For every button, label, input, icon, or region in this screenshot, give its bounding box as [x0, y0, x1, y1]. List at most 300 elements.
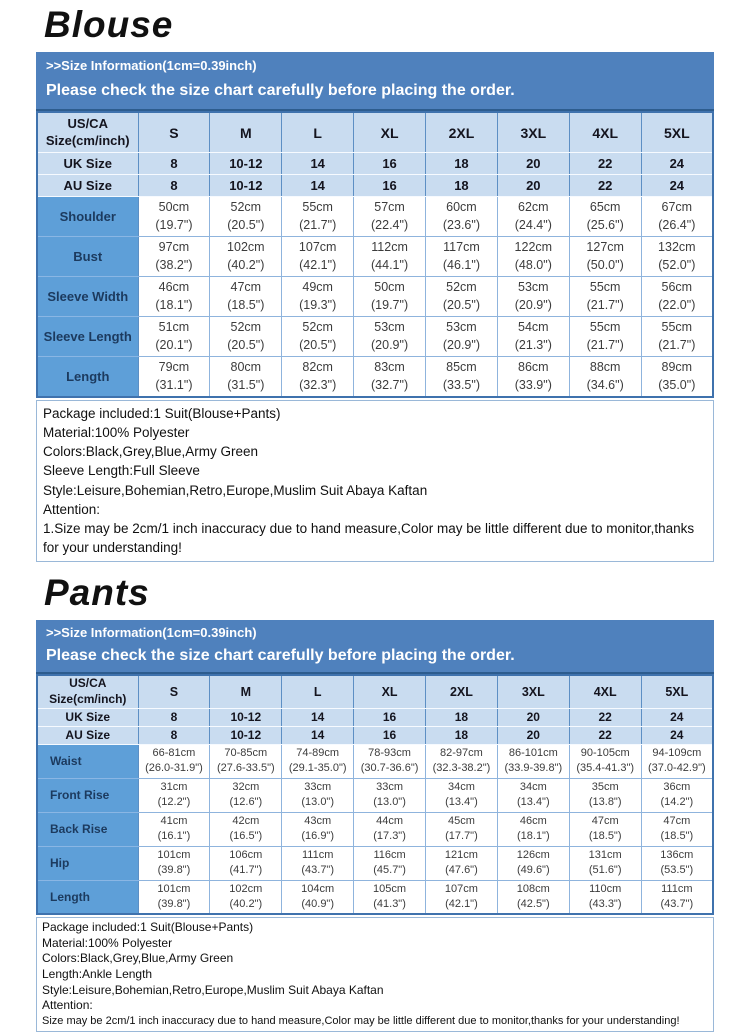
value-inch: (20.1")	[155, 337, 193, 352]
uk-size-value: 8	[138, 708, 210, 726]
value-cm: 52cm	[230, 320, 262, 335]
value-inch: (19.7")	[371, 297, 409, 312]
pants-size-table	[36, 674, 714, 915]
value-cm: 32cm	[232, 781, 260, 794]
value-cm: 47cm	[663, 815, 691, 828]
measurement-value-cell	[569, 277, 641, 317]
measurement-value-cell	[210, 846, 282, 880]
value-cm: 79cm	[158, 360, 190, 375]
measurement-row	[37, 237, 713, 277]
measurement-value-cell	[641, 237, 713, 277]
value-cm: 105cm	[373, 883, 407, 896]
measurement-label: Length	[37, 357, 138, 397]
uk-size-value: 16	[354, 153, 426, 175]
value-cm: 36cm	[663, 781, 691, 794]
value-inch: (33.9")	[514, 377, 552, 392]
blouse-size-table	[36, 111, 714, 398]
value-inch: (37.0-42.9")	[647, 762, 706, 775]
value-cm: 80cm	[230, 360, 262, 375]
measurement-value-cell	[641, 880, 713, 914]
value-cm: 53cm	[518, 280, 549, 295]
au-size-value: 20	[497, 175, 569, 197]
measurement-row	[37, 277, 713, 317]
measurement-row	[37, 846, 713, 880]
measurement-value-cell	[497, 277, 569, 317]
value-cm: 44cm	[376, 815, 404, 828]
value-cm: 94-109cm	[652, 747, 702, 760]
value-inch: (23.6")	[442, 217, 480, 232]
value-cm: 45cm	[447, 815, 475, 828]
value-inch: (38.2")	[155, 257, 193, 272]
value-cm: 50cm	[374, 280, 405, 295]
value-inch: (20.5")	[227, 337, 265, 352]
au-size-value: 14	[282, 726, 354, 744]
measurement-value-cell	[210, 357, 282, 397]
value-inch: (35.4-41.3")	[576, 762, 635, 775]
value-cm: 46cm	[519, 815, 547, 828]
measurement-value-cell	[210, 197, 282, 237]
pants-title: Pants	[44, 572, 150, 614]
measurement-row	[37, 744, 713, 778]
value-inch: (40.9")	[301, 897, 334, 910]
size-col-header: 4XL	[569, 112, 641, 153]
value-inch: (51.6")	[588, 864, 622, 877]
measurement-value-cell	[569, 197, 641, 237]
corner-line2: Size(cm/inch)	[49, 691, 127, 706]
value-inch: (34.6")	[586, 377, 624, 392]
size-information-heading: >>Size Information(1cm=0.39inch)	[46, 625, 257, 641]
value-inch: (25.6")	[586, 217, 624, 232]
measurement-label: Sleeve Length	[37, 317, 138, 357]
size-col-header: XL	[354, 675, 426, 708]
measurement-value-cell	[641, 846, 713, 880]
measurement-value-cell	[210, 237, 282, 277]
measurement-value-cell	[354, 778, 426, 812]
measurement-value-cell	[569, 357, 641, 397]
size-col-header: 5XL	[641, 675, 713, 708]
measurement-value-cell	[138, 846, 210, 880]
au-size-value: 22	[569, 726, 641, 744]
measurement-label: Hip	[37, 846, 138, 880]
au-size-row	[37, 726, 713, 744]
value-cm: 89cm	[661, 360, 693, 375]
measurement-value-cell	[569, 744, 641, 778]
value-cm: 122cm	[514, 240, 553, 255]
measurement-value-cell	[569, 880, 641, 914]
size-header-row	[37, 675, 713, 708]
measurement-row	[37, 197, 713, 237]
note-line: Attention:	[43, 501, 101, 517]
measurement-value-cell	[569, 846, 641, 880]
uk-size-value: 18	[426, 708, 498, 726]
measurement-value-cell	[497, 778, 569, 812]
value-inch: (27.6-33.5")	[216, 762, 275, 775]
measurement-value-cell	[569, 778, 641, 812]
note-line: Package included:1 Suit(Blouse+Pants)	[42, 920, 254, 935]
au-size-value: 8	[138, 726, 210, 744]
value-inch: (16.9")	[301, 830, 334, 843]
au-size-value: 14	[282, 175, 354, 197]
measurement-row	[37, 317, 713, 357]
note-line: Material:100% Polyester	[42, 935, 173, 950]
measurement-value-cell	[497, 846, 569, 880]
measurement-label: Bust	[37, 237, 138, 277]
value-inch: (30.7-36.6")	[360, 762, 419, 775]
value-inch: (21.7")	[586, 337, 624, 352]
value-cm: 42cm	[232, 815, 260, 828]
measurement-value-cell	[426, 317, 498, 357]
measurement-value-cell	[138, 812, 210, 846]
value-inch: (14.2")	[660, 796, 694, 809]
value-cm: 110cm	[589, 883, 622, 896]
measurement-value-cell	[282, 317, 354, 357]
value-cm: 35cm	[591, 781, 619, 794]
value-cm: 62cm	[518, 200, 549, 215]
value-inch: (53.5")	[660, 864, 694, 877]
value-cm: 117cm	[443, 240, 480, 255]
value-inch: (39.8")	[157, 864, 191, 877]
size-col-header: M	[210, 675, 282, 708]
value-inch: (43.7")	[660, 897, 694, 910]
value-cm: 70-85cm	[224, 747, 268, 760]
measurement-value-cell	[138, 237, 210, 277]
note-line: Colors:Black,Grey,Blue,Army Green	[43, 444, 259, 460]
value-inch: (52.0")	[658, 257, 696, 272]
note-line: Length:Ankle Length	[42, 966, 153, 981]
value-cm: 102cm	[227, 240, 265, 255]
measurement-value-cell	[641, 744, 713, 778]
value-cm: 127cm	[586, 240, 624, 255]
measurement-value-cell	[210, 277, 282, 317]
value-cm: 55cm	[589, 280, 621, 295]
measurement-value-cell	[138, 744, 210, 778]
measurement-value-cell	[641, 778, 713, 812]
value-inch: (41.7")	[229, 864, 263, 877]
note-line: Sleeve Length:Full Sleeve	[43, 463, 200, 479]
value-inch: (13.0")	[373, 796, 406, 809]
value-cm: 31cm	[160, 781, 188, 794]
size-col-header: L	[282, 112, 354, 153]
measurement-value-cell	[641, 277, 713, 317]
au-size-value: 24	[641, 175, 713, 197]
measurement-row	[37, 778, 713, 812]
blouse-info-band	[36, 52, 714, 111]
value-inch: (48.0")	[514, 257, 552, 272]
value-cm: 34cm	[447, 781, 475, 794]
value-inch: (20.9")	[442, 337, 480, 352]
value-inch: (32.7")	[371, 377, 409, 392]
au-size-value: 20	[497, 726, 569, 744]
value-cm: 116cm	[373, 849, 406, 862]
value-inch: (45.7")	[373, 864, 406, 877]
value-cm: 106cm	[229, 849, 263, 862]
measurement-value-cell	[426, 277, 498, 317]
measurement-value-cell	[354, 846, 426, 880]
value-cm: 66-81cm	[152, 747, 196, 760]
note-line: Colors:Black,Grey,Blue,Army Green	[42, 951, 234, 966]
uk-size-value: 14	[282, 153, 354, 175]
value-inch: (20.5")	[299, 337, 337, 352]
size-col-header: S	[138, 675, 210, 708]
measurement-value-cell	[497, 812, 569, 846]
value-inch: (26.0-31.9")	[145, 762, 203, 775]
value-inch: (43.7")	[301, 864, 334, 877]
measurement-label: Sleeve Width	[37, 277, 138, 317]
size-col-header: XL	[354, 112, 426, 153]
value-inch: (13.4")	[516, 796, 550, 809]
measurement-value-cell	[282, 197, 354, 237]
value-inch: (50.0")	[586, 257, 624, 272]
note-line: Package included:1 Suit(Blouse+Pants)	[43, 405, 281, 421]
uk-size-value: 24	[641, 708, 713, 726]
value-inch: (29.1-35.0")	[288, 762, 347, 775]
measurement-value-cell	[426, 357, 498, 397]
measurement-value-cell	[641, 317, 713, 357]
value-cm: 52cm	[302, 320, 333, 335]
au-size-label: AU Size	[37, 175, 138, 197]
value-cm: 107cm	[298, 240, 337, 255]
measurement-value-cell	[138, 880, 210, 914]
size-col-header: 4XL	[569, 675, 641, 708]
uk-size-value: 22	[569, 708, 641, 726]
measurement-value-cell	[354, 357, 426, 397]
au-size-value: 8	[138, 175, 210, 197]
pants-info-band	[36, 620, 714, 674]
size-col-header: 3XL	[497, 675, 569, 708]
value-inch: (35.0")	[658, 377, 696, 392]
uk-size-value: 16	[354, 708, 426, 726]
value-cm: 53cm	[374, 320, 405, 335]
measurement-value-cell	[497, 744, 569, 778]
value-cm: 101cm	[157, 849, 191, 862]
measurement-value-cell	[569, 317, 641, 357]
value-cm: 67cm	[661, 200, 693, 215]
value-inch: (40.2")	[229, 897, 263, 910]
measurement-label: Length	[37, 880, 138, 914]
measurement-value-cell	[497, 197, 569, 237]
value-inch: (16.1")	[157, 830, 191, 843]
us-ca-size-header	[37, 675, 138, 708]
value-inch: (44.1")	[371, 257, 409, 272]
value-inch: (17.3")	[373, 830, 406, 843]
value-cm: 54cm	[518, 320, 549, 335]
value-cm: 101cm	[157, 883, 191, 896]
au-size-value: 18	[426, 726, 498, 744]
blouse-section	[36, 5, 714, 562]
value-cm: 136cm	[660, 849, 694, 862]
measurement-value-cell	[282, 357, 354, 397]
pants-notes	[36, 917, 714, 1032]
measurement-value-cell	[210, 317, 282, 357]
measurement-value-cell	[569, 237, 641, 277]
size-col-header: M	[210, 112, 282, 153]
measurement-value-cell	[354, 197, 426, 237]
value-cm: 33cm	[304, 781, 332, 794]
value-cm: 88cm	[589, 360, 621, 375]
value-inch: (33.9-39.8")	[504, 762, 563, 775]
corner-line1: US/CA	[67, 115, 108, 131]
au-size-value: 18	[426, 175, 498, 197]
value-cm: 55cm	[589, 320, 621, 335]
value-cm: 104cm	[301, 883, 335, 896]
value-inch: (21.7")	[586, 297, 624, 312]
value-cm: 56cm	[661, 280, 693, 295]
measurement-value-cell	[497, 357, 569, 397]
value-inch: (20.5")	[227, 217, 265, 232]
measurement-value-cell	[426, 237, 498, 277]
measurement-value-cell	[354, 880, 426, 914]
value-inch: (42.1")	[445, 897, 478, 910]
value-inch: (18.1")	[516, 830, 550, 843]
value-cm: 86-101cm	[508, 747, 558, 760]
measurement-value-cell	[426, 880, 498, 914]
measurement-value-cell	[426, 744, 498, 778]
note-line: Attention:	[42, 998, 93, 1013]
value-cm: 82-97cm	[440, 747, 483, 760]
value-inch: (19.3")	[299, 297, 337, 312]
size-information-heading: >>Size Information(1cm=0.39inch)	[46, 57, 257, 73]
value-inch: (39.8")	[157, 897, 191, 910]
uk-size-value: 18	[426, 153, 498, 175]
au-size-value: 16	[354, 726, 426, 744]
size-col-header: L	[282, 675, 354, 708]
value-inch: (22.4")	[371, 217, 409, 232]
size-col-header: 2XL	[426, 112, 498, 153]
value-inch: (21.7")	[658, 337, 696, 352]
value-cm: 41cm	[160, 815, 188, 828]
value-cm: 108cm	[516, 883, 550, 896]
value-cm: 131cm	[588, 849, 622, 862]
measurement-value-cell	[426, 812, 498, 846]
value-inch: (31.5")	[227, 377, 265, 392]
measurement-value-cell	[282, 812, 354, 846]
value-inch: (32.3")	[299, 377, 337, 392]
measurement-value-cell	[354, 317, 426, 357]
measurement-value-cell	[138, 317, 210, 357]
value-cm: 33cm	[376, 781, 404, 794]
value-cm: 52cm	[230, 200, 262, 215]
value-inch: (42.5")	[516, 897, 550, 910]
value-inch: (12.2")	[157, 796, 191, 809]
measurement-value-cell	[497, 237, 569, 277]
value-inch: (18.1")	[155, 297, 193, 312]
value-cm: 90-105cm	[580, 747, 630, 760]
size-col-header: 5XL	[641, 112, 713, 153]
value-cm: 102cm	[229, 883, 263, 896]
uk-size-value: 24	[641, 153, 713, 175]
value-cm: 57cm	[374, 200, 405, 215]
size-col-header: S	[138, 112, 210, 153]
value-cm: 34cm	[519, 781, 547, 794]
value-cm: 43cm	[304, 815, 332, 828]
value-inch: (40.2")	[227, 257, 265, 272]
value-inch: (26.4")	[658, 217, 696, 232]
value-cm: 111cm	[301, 849, 334, 862]
value-cm: 50cm	[158, 200, 190, 215]
measurement-value-cell	[138, 277, 210, 317]
corner-line2: Size(cm/inch)	[45, 132, 130, 148]
note-line: Style:Leisure,Bohemian,Retro,Europe,Muslim Suit Abaya Kaftan	[42, 982, 384, 997]
au-size-value: 16	[354, 175, 426, 197]
note-line: Size may be 2cm/1 inch inaccuracy due to hand measure,Color may be little different due to monitor,thanks for your understanding!	[42, 1014, 680, 1027]
size-chart-warning: Please check the size chart carefully before placing the order.	[46, 647, 515, 665]
measurement-value-cell	[138, 778, 210, 812]
measurement-value-cell	[641, 197, 713, 237]
corner-line1: US/CA	[69, 676, 107, 691]
measurement-value-cell	[282, 880, 354, 914]
measurement-value-cell	[282, 846, 354, 880]
value-inch: (12.6")	[229, 796, 263, 809]
value-inch: (31.1")	[155, 377, 193, 392]
value-cm: 46cm	[158, 280, 190, 295]
value-inch: (47.6")	[445, 864, 478, 877]
au-size-row	[37, 175, 713, 197]
value-inch: (33.5")	[442, 377, 480, 392]
uk-size-row	[37, 708, 713, 726]
measurement-value-cell	[426, 778, 498, 812]
value-cm: 74-89cm	[296, 747, 340, 760]
value-inch: (13.4")	[445, 796, 478, 809]
uk-size-label: UK Size	[37, 708, 138, 726]
value-cm: 126cm	[516, 849, 550, 862]
au-size-value: 10-12	[210, 175, 282, 197]
measurement-label: Back Rise	[37, 812, 138, 846]
value-cm: 53cm	[446, 320, 477, 335]
note-line: Style:Leisure,Bohemian,Retro,Europe,Muslim Suit Abaya Kaftan	[43, 482, 428, 498]
value-cm: 112cm	[371, 240, 408, 255]
note-line: Material:100% Polyester	[43, 425, 190, 441]
value-inch: (41.3")	[373, 897, 406, 910]
value-inch: (21.3")	[514, 337, 552, 352]
uk-size-value: 8	[138, 153, 210, 175]
value-cm: 65cm	[589, 200, 621, 215]
value-cm: 52cm	[446, 280, 477, 295]
au-size-value: 24	[641, 726, 713, 744]
uk-size-label: UK Size	[37, 153, 138, 175]
measurement-value-cell	[282, 778, 354, 812]
value-cm: 55cm	[661, 320, 693, 335]
value-cm: 107cm	[444, 883, 478, 896]
size-chart-warning: Please check the size chart carefully before placing the order.	[46, 81, 515, 99]
value-inch: (17.7")	[445, 830, 478, 843]
value-cm: 83cm	[374, 360, 405, 375]
value-cm: 47cm	[591, 815, 619, 828]
au-size-value: 10-12	[210, 726, 282, 744]
size-table	[36, 674, 714, 915]
measurement-value-cell	[282, 237, 354, 277]
measurement-value-cell	[426, 846, 498, 880]
measurement-row	[37, 880, 713, 914]
value-cm: 86cm	[518, 360, 549, 375]
measurement-value-cell	[426, 197, 498, 237]
measurement-value-cell	[497, 880, 569, 914]
measurement-value-cell	[210, 812, 282, 846]
value-inch: (18.5")	[660, 830, 694, 843]
size-header-row	[37, 112, 713, 153]
measurement-value-cell	[354, 277, 426, 317]
size-col-header: 3XL	[497, 112, 569, 153]
uk-size-value: 20	[497, 153, 569, 175]
value-inch: (20.9")	[514, 297, 552, 312]
value-inch: (43.3")	[588, 897, 622, 910]
size-col-header: 2XL	[426, 675, 498, 708]
value-cm: 55cm	[302, 200, 333, 215]
measurement-value-cell	[569, 812, 641, 846]
uk-size-row	[37, 153, 713, 175]
measurement-value-cell	[210, 778, 282, 812]
value-inch: (49.6")	[516, 864, 550, 877]
blouse-title: Blouse	[44, 4, 174, 45]
